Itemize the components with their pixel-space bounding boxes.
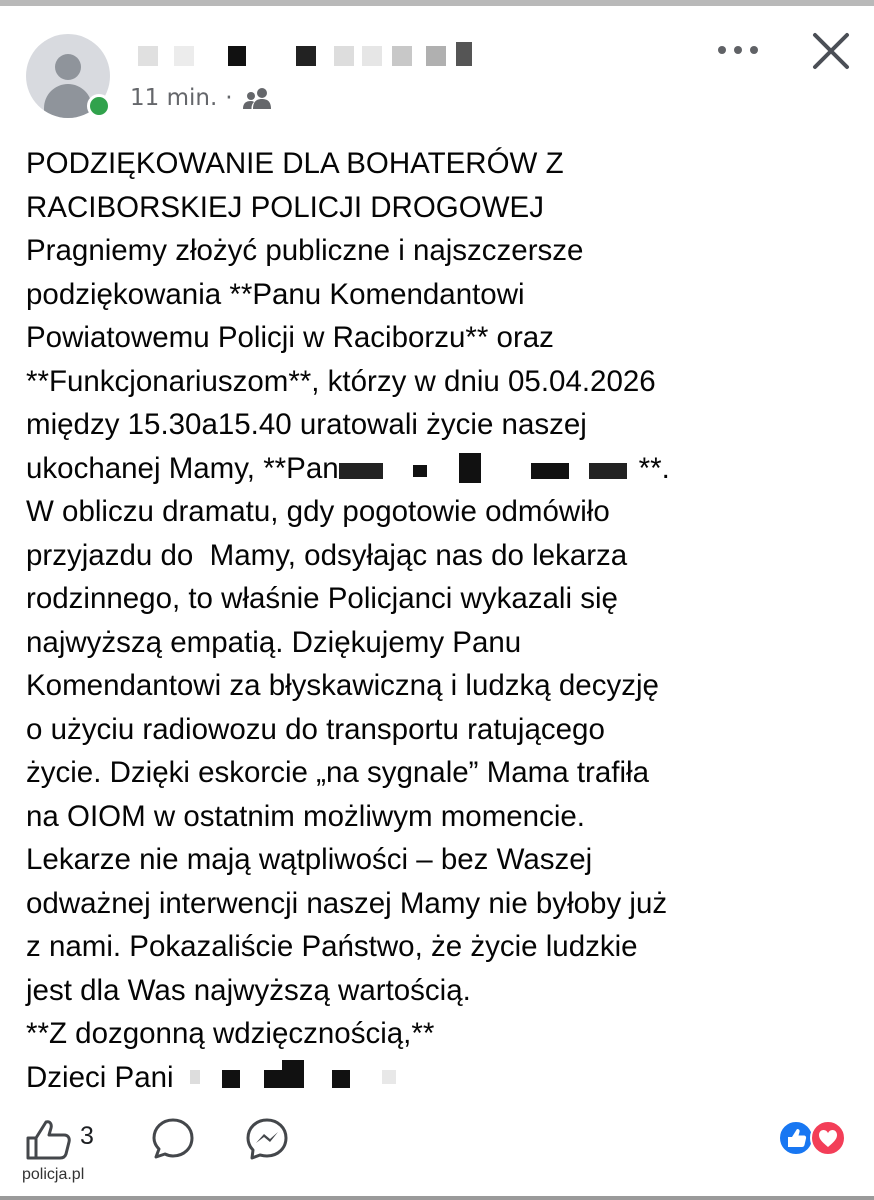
author-name-redacted[interactable] xyxy=(130,38,480,72)
post-line: życie. Dzięki eskorcie „na sygnale” Mama trafiła xyxy=(26,756,649,789)
post-line: RACIBORSKIEJ POLICJI DROGOWEJ xyxy=(26,190,544,224)
frame-top-border xyxy=(0,0,874,6)
post-line: **Z dozgonną wdzięcznością,** xyxy=(26,1017,435,1050)
post-actions-bar xyxy=(0,1112,874,1164)
post-line: na OIOM w ostatnim możliwym momencie. xyxy=(26,799,585,833)
post-line-signature xyxy=(26,1056,861,1100)
redacted-name xyxy=(339,455,639,485)
post-line: jest dla Was najwyższą wartością. xyxy=(26,973,471,1007)
close-icon[interactable] xyxy=(810,30,852,72)
online-status-indicator xyxy=(87,94,111,118)
post-line: podziękowania **Panu Komendantowi xyxy=(26,277,525,311)
avatar-silhouette-body xyxy=(44,84,92,118)
comment-icon[interactable] xyxy=(150,1116,196,1162)
post-time[interactable]: 11 min. xyxy=(130,85,218,111)
post-line: **Funkcjonariuszom**, którzy w dniu 05.04.2026 xyxy=(26,364,656,398)
frame-bottom-border xyxy=(0,1196,874,1200)
post-line: między 15.30a15.40 uratowali życie naszej xyxy=(26,408,587,441)
post-line: odważnej interwencji naszej Mamy nie byłoby już xyxy=(26,886,668,920)
post-line: Powiatowemu Policji w Raciborzu** oraz xyxy=(26,321,554,354)
meta-separator: · xyxy=(225,85,233,111)
signature-prefix: Dzieci Pani xyxy=(26,1060,174,1094)
love-reaction-icon xyxy=(810,1120,846,1156)
thumbs-up-icon[interactable] xyxy=(24,1118,74,1162)
post-line: PODZIĘKOWANIE DLA BOHATERÓW Z xyxy=(26,147,564,180)
reactions-summary[interactable] xyxy=(778,1120,850,1156)
post-meta xyxy=(130,82,273,114)
friends-icon xyxy=(243,86,273,110)
post-line: rodzinnego, to właśnie Policjanci wykazali się xyxy=(26,582,618,615)
redacted-surname xyxy=(182,1064,442,1094)
post-line: z nami. Pokazaliście Państwo, że życie ludzkie xyxy=(26,930,638,963)
avatar-silhouette-head xyxy=(55,54,81,80)
post-line-mother xyxy=(26,447,861,491)
post-text xyxy=(26,142,861,1099)
post-line: Lekarze nie mają wątpliwości – bez Waszej xyxy=(26,843,593,876)
watermark: policja.pl xyxy=(22,1166,85,1183)
more-options-icon[interactable] xyxy=(716,40,760,60)
mother-line-prefix: ukochanej Mamy, **Pan xyxy=(26,451,339,485)
post-line: Pragniemy złożyć publiczne i najszczersze xyxy=(26,234,584,267)
post-line: przyjazdu do Mamy, odsyłając nas do lekarza xyxy=(26,538,628,572)
like-reaction-icon xyxy=(778,1120,814,1156)
mother-line-suffix: **. xyxy=(638,451,670,485)
like-count[interactable]: 3 xyxy=(80,1122,94,1150)
post-line: W obliczu dramatu, gdy pogotowie odmówiło xyxy=(26,495,610,528)
post-line: najwyższą empatią. Dziękujemy Panu xyxy=(26,625,522,659)
post-line: o użyciu radiowozu do transportu ratującego xyxy=(26,712,605,746)
messenger-icon[interactable] xyxy=(244,1116,290,1162)
post-line: Komendantowi za błyskawiczną i ludzką decyzję xyxy=(26,669,659,702)
